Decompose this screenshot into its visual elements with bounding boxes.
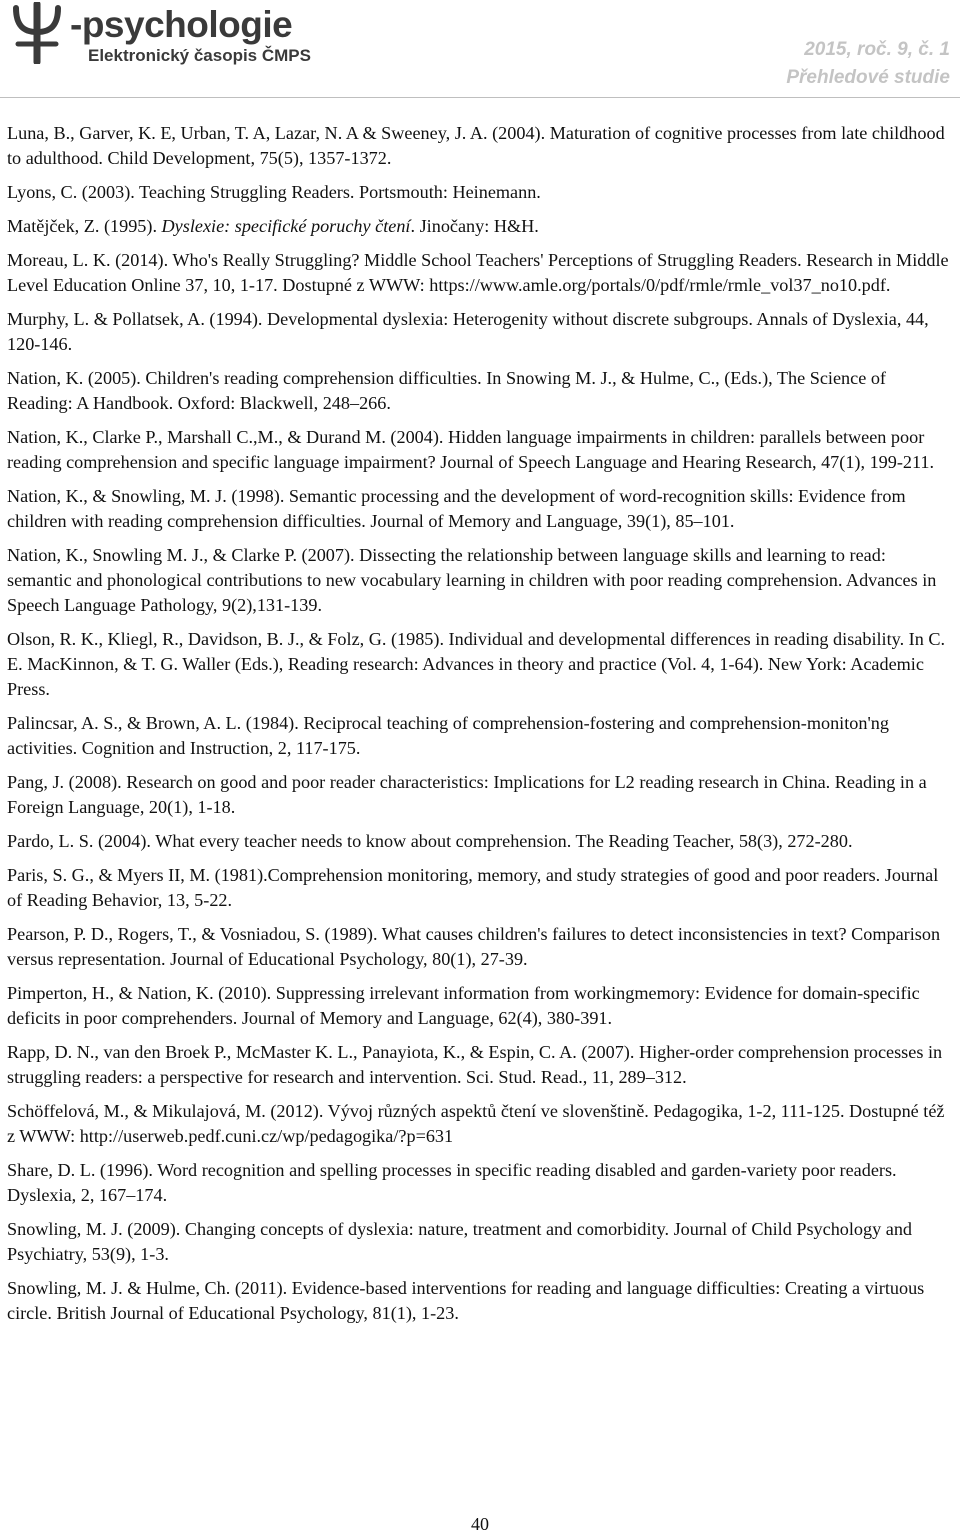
reference-text: Pearson, P. D., Rogers, T., & Vosniadou, S. (1989). What causes children's failures to detect inconsistencies in text? Comparison versus representation. Journal of Educational Psychology, 80(1), 27-39. bbox=[7, 924, 941, 969]
reference-text: Paris, S. G., & Myers II, M. (1981).Comprehension monitoring, memory, and study strategies of good and poor readers. Journal of Reading Behavior, 13, 5-22. bbox=[7, 865, 939, 910]
reference-text: Snowling, M. J. (2009). Changing concepts of dyslexia: nature, treatment and comorbidity. Journal of Child Psychology and Psychiatry, 53(9), 1-3. bbox=[7, 1219, 913, 1264]
reference-item bbox=[7, 1276, 955, 1326]
reference-item bbox=[7, 1217, 955, 1267]
reference-item bbox=[7, 711, 955, 761]
psi-logo-icon bbox=[8, 2, 68, 64]
reference-text: Pang, J. (2008). Research on good and poor reader characteristics: Implications for L2 reading research in China. Reading in a Foreign Language, 20(1), 1-18. bbox=[7, 772, 927, 817]
reference-list bbox=[7, 121, 955, 1335]
logo-subtitle: Elektronický časopis ČMPS bbox=[88, 46, 311, 65]
reference-item bbox=[7, 307, 955, 357]
reference-text: Olson, R. K., Kliegl, R., Davidson, B. J., & Folz, G. (1985). Individual and developmental differences in reading disability. In C. E. MacKinnon, & T. G. Waller (Eds.), Reading research: Advances in theory and practice (Vol. 4, 1-64). New York: Academic Press. bbox=[7, 629, 946, 699]
reference-item bbox=[7, 180, 955, 205]
reference-item bbox=[7, 627, 955, 702]
reference-text: Palincsar, A. S., & Brown, A. L. (1984). Reciprocal teaching of comprehension-fostering and comprehension-moniton'ng activities. Cognition and Instruction, 2, 117-175. bbox=[7, 713, 889, 758]
reference-text: Lyons, C. (2003). Teaching Struggling Readers. Portsmouth: Heinemann. bbox=[7, 182, 541, 202]
journal-logo bbox=[8, 2, 378, 72]
reference-text: Nation, K., Snowling M. J., & Clarke P. (2007). Dissecting the relationship between language skills and learning to read: semantic and phonological contributions to new vocabulary learning in children with poor reading comprehension. Advances in Speech Language Pathology, 9(2),131-139. bbox=[7, 545, 937, 615]
reference-item bbox=[7, 484, 955, 534]
reference-text: Pimperton, H., & Nation, K. (2010). Suppressing irrelevant information from workingmemory: Evidence for domain-specific deficits in poor comprehenders. Journal of Memory and Language, 62(4), 380-391. bbox=[7, 983, 920, 1028]
reference-item bbox=[7, 425, 955, 475]
reference-text: Moreau, L. K. (2014). Who's Really Struggling? Middle School Teachers' Perceptions of Struggling Readers. Research in Middle Level Education Online 37, 10, 1-17. Dostupné z WWW: https://www.amle.org/portals/0/pdf/rmle/rmle_vol37_no10.pdf. bbox=[7, 250, 949, 295]
header-divider bbox=[0, 97, 960, 98]
reference-item bbox=[7, 1040, 955, 1090]
reference-text: Matějček, Z. (1995). bbox=[7, 216, 162, 236]
section-label: Přehledové studie bbox=[786, 67, 950, 88]
page-header bbox=[0, 0, 960, 100]
reference-item bbox=[7, 863, 955, 913]
page-number: 40 bbox=[471, 1514, 489, 1534]
logo-title: -psychologie bbox=[70, 4, 293, 45]
reference-text: Rapp, D. N., van den Broek P., McMaster K. L., Panayiota, K., & Espin, C. A. (2007). Higher-order comprehension processes in struggling readers: a perspective for research and intervention. Sci. Stud. Read., 11, 289–312. bbox=[7, 1042, 943, 1087]
reference-text: Pardo, L. S. (2004). What every teacher needs to know about comprehension. The Reading Teacher, 58(3), 272-280. bbox=[7, 831, 853, 851]
reference-text: Snowling, M. J. & Hulme, Ch. (2011). Evidence-based interventions for reading and language difficulties: Creating a virtuous circle. British Journal of Educational Psychology, 81(1), 1-23. bbox=[7, 1278, 925, 1323]
reference-text: Nation, K., Clarke P., Marshall C.,M., & Durand M. (2004). Hidden language impairments in children: parallels between poor reading comprehension and specific language impairment? Journal of Speech Language and Hearing Research, 47(1), 199-211. bbox=[7, 427, 935, 472]
reference-title-italic: Dyslexie: specifické poruchy čtení bbox=[161, 216, 411, 236]
reference-text: Schöffelová, M., & Mikulajová, M. (2012). Vývoj různých aspektů čtení ve slovenštině. Pedagogika, 1-2, 111-125. Dostupné též z WWW: http://userweb.pedf.cuni.cz/wp/pedagogika/?p=631 bbox=[7, 1101, 945, 1146]
reference-item bbox=[7, 1158, 955, 1208]
reference-item bbox=[7, 248, 955, 298]
reference-text: Nation, K. (2005). Children's reading comprehension difficulties. In Snowing M. J., & Hulme, C., (Eds.), The Science of Reading: A Handbook. Oxford: Blackwell, 248–266. bbox=[7, 368, 886, 413]
reference-item bbox=[7, 1099, 955, 1149]
reference-text-tail: . Jinočany: H&H. bbox=[410, 216, 539, 236]
reference-text: Murphy, L. & Pollatsek, A. (1994). Developmental dyslexia: Heterogenity without discrete subgroups. Annals of Dyslexia, 44, 120-146. bbox=[7, 309, 929, 354]
reference-text: Luna, B., Garver, K. E, Urban, T. A, Lazar, N. A & Sweeney, J. A. (2004). Maturation of cognitive processes from late childhood to adulthood. Child Development, 75(5), 1357-1372. bbox=[7, 123, 945, 168]
reference-item bbox=[7, 981, 955, 1031]
reference-item bbox=[7, 214, 955, 239]
issue-info bbox=[786, 36, 950, 92]
reference-item bbox=[7, 770, 955, 820]
reference-text: Share, D. L. (1996). Word recognition and spelling processes in specific reading disabled and garden-variety poor readers. Dyslexia, 2, 167–174. bbox=[7, 1160, 897, 1205]
reference-text: Nation, K., & Snowling, M. J. (1998). Semantic processing and the development of word-recognition skills: Evidence from children with reading comprehension difficulties. Journal of Memory and Language, 39(1), 85–101. bbox=[7, 486, 906, 531]
issue-label: 2015, roč. 9, č. 1 bbox=[804, 39, 950, 60]
reference-item bbox=[7, 121, 955, 171]
reference-item bbox=[7, 543, 955, 618]
reference-item bbox=[7, 922, 955, 972]
reference-item bbox=[7, 829, 955, 854]
reference-item bbox=[7, 366, 955, 416]
